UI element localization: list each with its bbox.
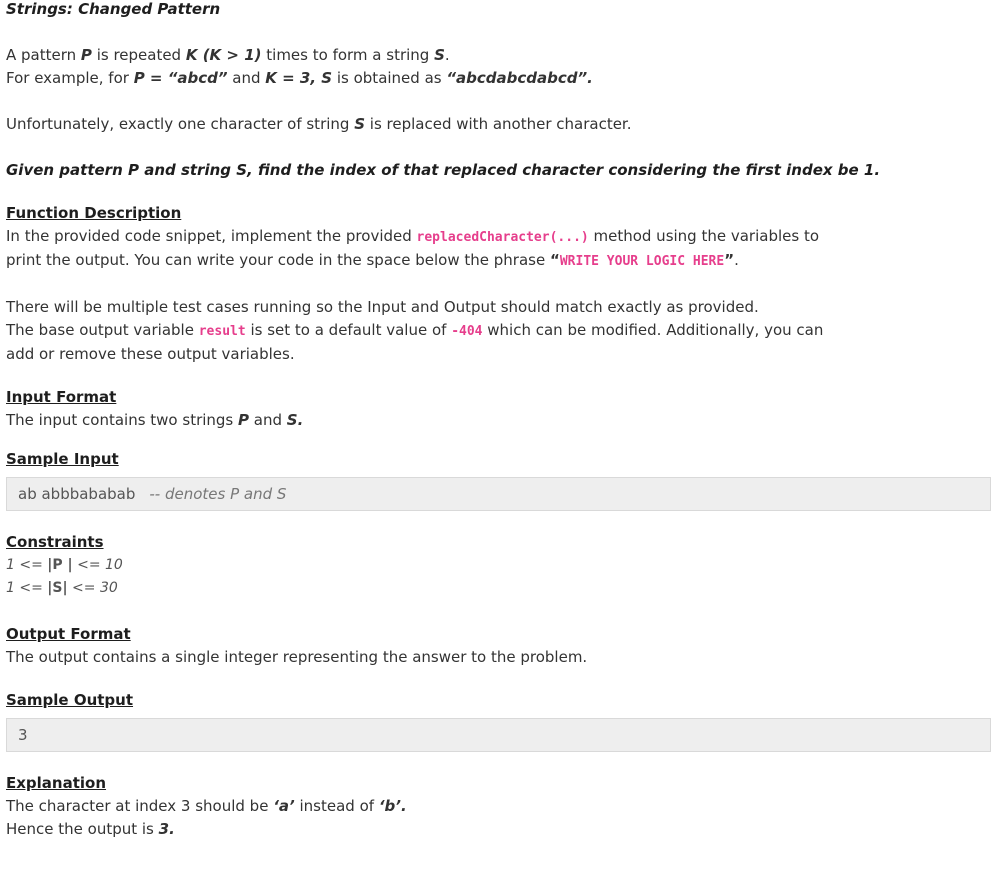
sample-output-heading: Sample Output	[6, 691, 134, 709]
text-em: ‘a’	[273, 797, 295, 815]
sample-input-value: ab abbbababab	[18, 485, 136, 503]
text: In the provided code snippet, implement the provided	[6, 227, 417, 245]
text: is obtained as	[332, 69, 447, 87]
function-description-heading: Function Description	[6, 204, 182, 222]
text: <= 10	[72, 557, 123, 573]
text: and	[249, 411, 287, 429]
unfortunately-line	[6, 113, 985, 136]
text-em: 3.	[158, 820, 175, 838]
sample-input-note: -- denotes P and S	[149, 485, 287, 503]
text-em: P	[238, 411, 250, 429]
function-description-line-2	[6, 249, 985, 273]
text: .	[444, 46, 450, 64]
task-statement: Given pattern P and string S, find the index of that replaced character considering the first index be 1.	[6, 161, 881, 179]
text-em: S	[434, 46, 445, 64]
text-em: P = “abcd”	[133, 69, 228, 87]
input-format-heading: Input Format	[6, 388, 117, 406]
text: .	[734, 251, 739, 269]
text: Hence the output is	[6, 820, 159, 838]
sample-output-box	[6, 718, 991, 752]
input-format-text	[6, 409, 985, 432]
text: 1 <=	[6, 557, 48, 573]
text: which can be modified. Additionally, you can	[482, 321, 824, 339]
page-title: Strings: Changed Pattern	[6, 0, 221, 18]
text: 1 <=	[6, 580, 48, 596]
text-em: K (K > 1)	[185, 46, 262, 64]
sample-output-value: 3	[18, 726, 28, 744]
text-em: |P |	[47, 557, 73, 573]
text: For example, for	[6, 69, 134, 87]
text: print the output. You can write your code in the space below the phrase	[6, 251, 550, 269]
text: method using the variables to	[588, 227, 820, 245]
text: instead of	[294, 797, 379, 815]
text: The input contains two strings	[6, 411, 239, 429]
intro-line-2	[6, 67, 985, 90]
text-em: S.	[286, 411, 304, 429]
constraint-p	[6, 554, 985, 577]
code-method: replacedCharacter(...)	[416, 230, 589, 245]
sample-input-box	[6, 477, 991, 511]
constraints-heading: Constraints	[6, 533, 104, 551]
notes-line-3: add or remove these output variables.	[6, 345, 295, 363]
text-em: “abcdabcdabcd”.	[446, 69, 593, 87]
text: is replaced with another character.	[365, 115, 632, 133]
text: is set to a default value of	[245, 321, 452, 339]
text-em: |S|	[47, 580, 68, 596]
output-format-text: The output contains a single integer representing the answer to the problem.	[6, 648, 588, 666]
explanation-line-1	[6, 795, 985, 818]
function-description-line-1	[6, 225, 985, 249]
text-em: P	[80, 46, 92, 64]
text: Unfortunately, exactly one character of string	[6, 115, 355, 133]
code-default-value: -404	[451, 324, 483, 339]
code-variable: result	[198, 324, 246, 339]
explanation-line-2	[6, 818, 985, 841]
explanation-heading: Explanation	[6, 774, 107, 792]
notes-line-2	[6, 319, 985, 343]
text: and	[227, 69, 266, 87]
text: is repeated	[91, 46, 186, 64]
output-format-heading: Output Format	[6, 625, 131, 643]
text: The character at index 3 should be	[6, 797, 274, 815]
text: The base output variable	[6, 321, 199, 339]
text: A pattern	[6, 46, 81, 64]
intro-line-1	[6, 44, 985, 67]
sample-input-heading: Sample Input	[6, 450, 119, 468]
text: times to form a string	[261, 46, 435, 64]
notes-line-1: There will be multiple test cases running so the Input and Output should match exactly as provided.	[6, 298, 759, 316]
constraint-s	[6, 577, 985, 600]
quote: “	[549, 251, 560, 269]
text-em: S	[354, 115, 366, 133]
quote: ”	[724, 251, 735, 269]
text: <= 30	[67, 580, 118, 596]
text-em: ‘b’.	[378, 797, 407, 815]
code-phrase: WRITE YOUR LOGIC HERE	[559, 254, 725, 269]
text-em: K = 3, S	[265, 69, 333, 87]
